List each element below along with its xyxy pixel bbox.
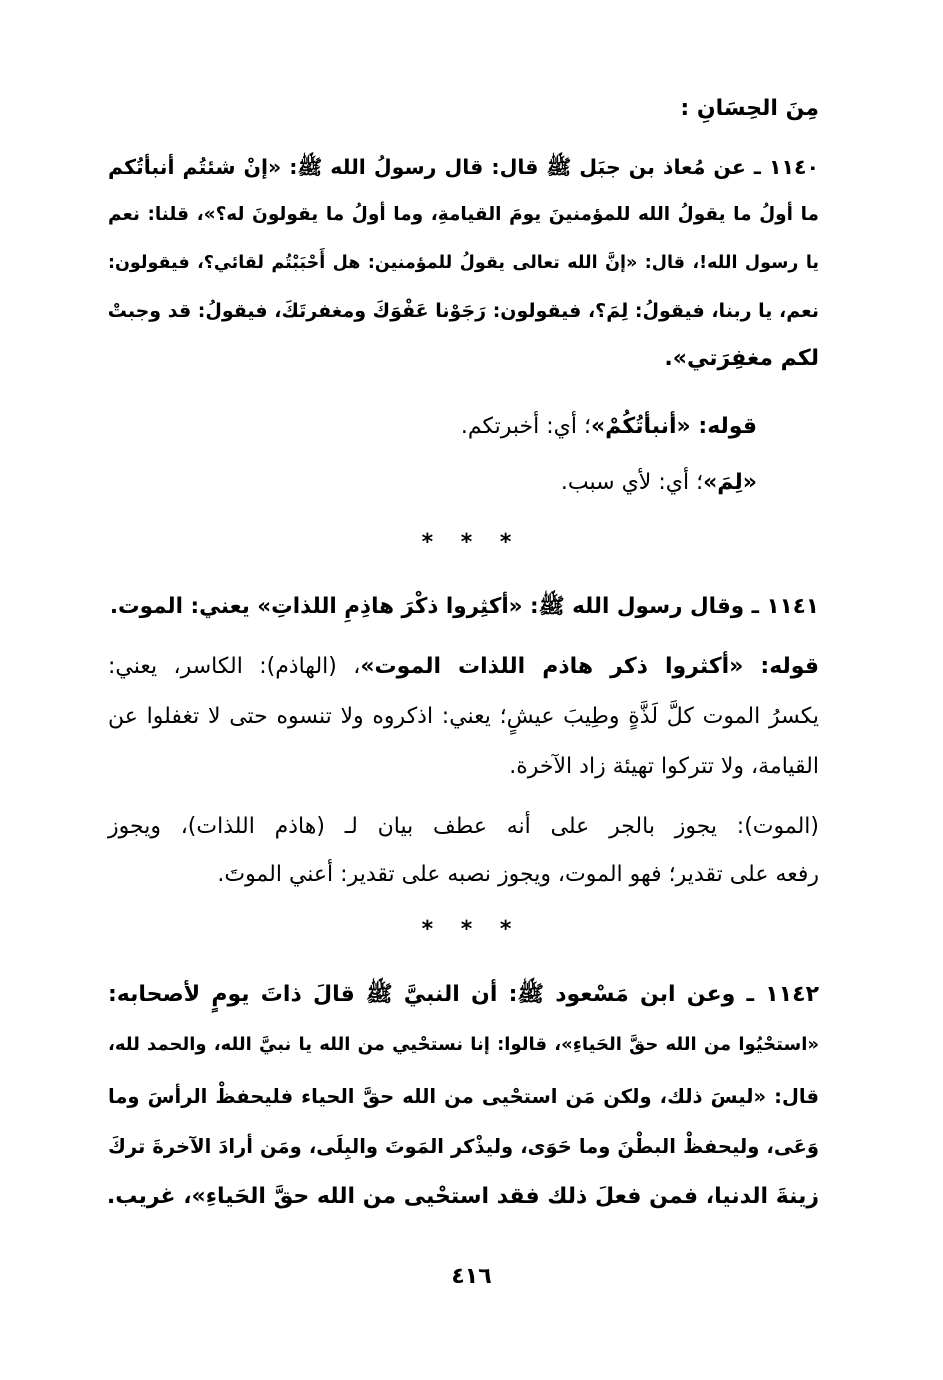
commentary-text: ، (الهاذم): الكاسر، يعني: <box>108 654 361 679</box>
hadith-1140-line-1: ١١٤٠ ـ عن مُعاذ بن جبَل ﷺ قال: قال رسولُ الله ﷺ: «إنْ شئتُم أنبأتُكم <box>108 155 819 179</box>
note-label: قوله: «أنبأتُكُمْ» <box>590 414 757 439</box>
hadith-1140-line-3: يا رسول الله!، قال: «إنَّ الله تعالى يقولُ للمؤمنين: هل أَحْبَبْتُم لقائي؟، فيقولون: <box>108 253 819 273</box>
hadith-1142-line-5: زينةَ الدنيا، فمن فعلَ ذلك فقد استحْيى من الله حقَّ الحَياءِ»، غريب. <box>106 1184 819 1209</box>
hadith-1140-line-2: ما أولُ ما يقولُ الله للمؤمنينَ يومَ القيامةِ، وما أولُ ما يقولونَ له؟»، قلنا: نعم <box>108 204 819 225</box>
note-label: «لِمَ» <box>703 470 757 495</box>
commentary-label: قوله: «أكثروا ذكر هاذم اللذات الموت» <box>360 654 820 679</box>
section-heading: مِنَ الحِسَانِ : <box>680 96 819 121</box>
hadith-1140-line-5: لكم مغفِرَتي». <box>664 346 819 371</box>
grammar-note-line-2: رفعه على تقدير؛ فهو الموت، ويجوز نصبه على تقدير: أعني الموتَ. <box>217 862 819 887</box>
commentary-1141-line-2: يكسرُ الموت كلَّ لَذَّةٍ وطِيبَ عيشٍ؛ يعني: اذكروه ولا تنسوه حتى لا تغفلوا عن <box>108 704 819 729</box>
note-lima <box>108 466 757 500</box>
hadith-1142-line-4: وَعَى، وليحفظْ البطْنَ وما حَوَى، وليذْكر المَوتَ والبِلَى، ومَن أرادَ الآخرةَ تركَ <box>108 1135 819 1158</box>
note-text: ؛ أي: لأي سبب. <box>560 470 704 495</box>
commentary-1141-line-1 <box>108 650 819 684</box>
section-separator: * * * <box>421 530 522 555</box>
note-text: ؛ أي: أخبرتكم. <box>460 414 591 439</box>
hadith-1142-line-3: قال: «ليسَ ذلك، ولكن مَن استحْيى من الله حقَّ الحياء فليحفظْ الرأسَ وما <box>108 1085 819 1108</box>
grammar-note-line-1: (الموت): يجوز بالجر على أنه عطف بيان لـ (هاذم اللذات)، ويجوز <box>108 814 819 839</box>
hadith-1140-line-4: نعم، يا ربنا، فيقولُ: لِمَ؟، فيقولون: رَجَوْنا عَفْوَكَ ومغفرتَكَ، فيقولُ: قد وجبتْ <box>107 300 819 322</box>
hadith-1141-line-1: ١١٤١ ـ وقال رسول الله ﷺ: «أكثِروا ذكْرَ هاذِمِ اللذاتِ» يعني: الموت. <box>109 594 819 619</box>
hadith-1142-line-1: ١١٤٢ ـ وعن ابن مَسْعود ﷺ: أن النبيَّ ﷺ قالَ ذاتَ يومٍ لأصحابه: <box>108 982 819 1007</box>
section-separator: * * * <box>421 917 522 942</box>
commentary-1141-line-3: القيامة، ولا تتركوا تهيئة زاد الآخرة. <box>509 754 819 779</box>
note-anba-tukum <box>108 410 757 444</box>
page-number: ٤١٦ <box>451 1264 492 1289</box>
hadith-1142-line-2: «استحْيُوا من الله حقَّ الحَياءِ»، قالوا: إنا نستحْيي من الله يا نبيَّ الله، والحمد لله، <box>108 1034 819 1055</box>
